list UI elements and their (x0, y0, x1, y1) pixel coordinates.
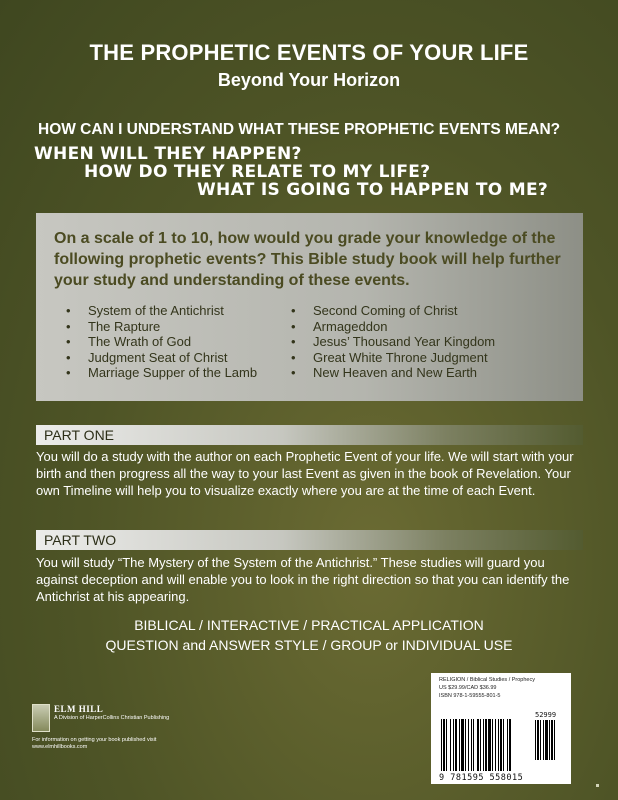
events-intro-text: On a scale of 1 to 10, how would you grade your knowledge of the following prophetic events? This Bible study book will help further your study and understanding of these events. (54, 230, 561, 289)
barcode-addon-bar (554, 720, 555, 760)
barcode-bar (495, 719, 496, 771)
event-label: Marriage Supper of the Lamb (88, 365, 258, 380)
barcode-isbn: ISBN 978-1-59555-801-5 (439, 693, 501, 699)
question-relate: HOW DO THEY RELATE TO MY LIFE? (84, 162, 431, 182)
barcode-graphic (431, 673, 571, 784)
event-label: New Heaven and New Earth (313, 365, 478, 380)
bullet-icon: • (291, 303, 296, 318)
prophetic-events-box (36, 213, 583, 401)
barcode-box (431, 673, 571, 784)
book-title: THE PROPHETIC EVENTS OF YOUR LIFE (89, 40, 529, 65)
list-item (291, 319, 495, 335)
barcode-addon-bar (551, 720, 553, 760)
barcode-bar (500, 719, 502, 771)
barcode-price-code: 52999 (535, 711, 557, 719)
barcode-bar (485, 719, 487, 771)
barcode-bar (471, 719, 472, 771)
barcode-bar (498, 719, 499, 771)
list-item (291, 350, 495, 366)
bullet-icon: • (291, 318, 296, 334)
barcode-bar (483, 719, 484, 771)
barcode-addon-bar (540, 720, 541, 760)
part-one-heading: PART ONE (44, 427, 115, 443)
barcode-bar (450, 719, 451, 771)
event-label: Armageddon (313, 318, 388, 334)
bullet-icon: • (291, 349, 296, 365)
barcode-addon-bar (543, 720, 544, 760)
bullet-icon: • (66, 303, 71, 318)
barcode-addon-bar (535, 720, 536, 760)
list-item (66, 334, 257, 350)
event-label: The Wrath of God (88, 334, 192, 349)
barcode-bar (443, 719, 445, 771)
list-item (291, 334, 495, 350)
barcode-price: US $29.99/CAD $36.99 (439, 685, 497, 691)
barcode-bar (503, 719, 504, 771)
event-label: System of the Antichrist (88, 303, 224, 318)
publisher-division: A Division of HarperCollins Christian Publishing (54, 715, 170, 721)
bullet-icon: • (66, 365, 71, 380)
barcode-bar (446, 719, 447, 771)
publisher-info: For information on getting your book published visit www.elmhillbooks.com (32, 737, 157, 750)
barcode-addon-bar (545, 720, 548, 760)
part-one-text: You will do a study with the author on each Prophetic Event of your life. We will start with your birth and then progress all the way to your last Event as given in the book of Revelation. Your own Timeline will help you to visualize exactly where you are at the time of each Event. (36, 449, 574, 498)
barcode-digits: 9 781595 558015 (439, 773, 524, 783)
events-list-right (291, 303, 495, 381)
bullet-icon: • (66, 318, 71, 334)
corner-mark (596, 784, 599, 787)
part-two-header (36, 530, 583, 550)
barcode-addon-bar (537, 720, 539, 760)
list-item (66, 319, 257, 335)
list-item (291, 365, 495, 381)
barcode-bar (480, 719, 481, 771)
barcode-bar (492, 719, 493, 771)
list-item (66, 365, 257, 381)
bullet-icon: • (66, 349, 71, 365)
tree-logo-icon (32, 704, 50, 732)
barcode-bar (455, 719, 457, 771)
event-label: Second Coming of Christ (313, 303, 458, 318)
question-when: WHEN WILL THEY HAPPEN? (34, 144, 302, 164)
barcode-bar (453, 719, 454, 771)
bullet-icon: • (66, 334, 71, 349)
publisher-name: ELM HILL (54, 704, 104, 714)
part-two-heading: PART TWO (44, 532, 117, 548)
part-one-header (36, 425, 583, 445)
question-happen: WHAT IS GOING TO HAPPEN TO ME? (197, 180, 549, 200)
part-two-text: You will study “The Mystery of the System of the Antichrist.” These studies will guard you against deception and will enable you to look in the right direction so that you can identify the Antichrist at his appearing. (36, 555, 570, 604)
question-understand: HOW CAN I UNDERSTAND WHAT THESE PROPHETIC EVENTS MEAN? (38, 121, 561, 138)
tagline-style: QUESTION and ANSWER STYLE / GROUP or INDIVIDUAL USE (105, 637, 513, 653)
event-label: The Rapture (88, 318, 161, 334)
book-subtitle: Beyond Your Horizon (217, 70, 401, 90)
barcode-bar (459, 719, 460, 771)
list-item (66, 350, 257, 366)
bullet-icon: • (291, 334, 296, 349)
barcode-bar (473, 719, 474, 771)
event-label: Jesus’ Thousand Year Kingdom (313, 334, 496, 349)
barcode-bar (441, 719, 442, 771)
barcode-bar (509, 719, 511, 771)
barcode-bar (477, 719, 479, 771)
tagline-biblical: BIBLICAL / INTERACTIVE / PRACTICAL APPLICATION (134, 617, 484, 633)
barcode-category: RELIGION / Biblical Studies / Prophecy (439, 677, 535, 683)
list-item (291, 303, 495, 319)
bullet-icon: • (291, 365, 296, 380)
barcode-bar (507, 719, 508, 771)
barcode-bar (488, 719, 491, 771)
barcode-bar (461, 719, 464, 771)
barcode-addon-bar (549, 720, 550, 760)
barcode-bar (465, 719, 466, 771)
event-label: Judgment Seat of Christ (88, 349, 228, 365)
list-item (66, 303, 257, 319)
event-label: Great White Throne Judgment (313, 349, 488, 365)
barcode-bar (468, 719, 469, 771)
events-list-left (66, 303, 257, 381)
